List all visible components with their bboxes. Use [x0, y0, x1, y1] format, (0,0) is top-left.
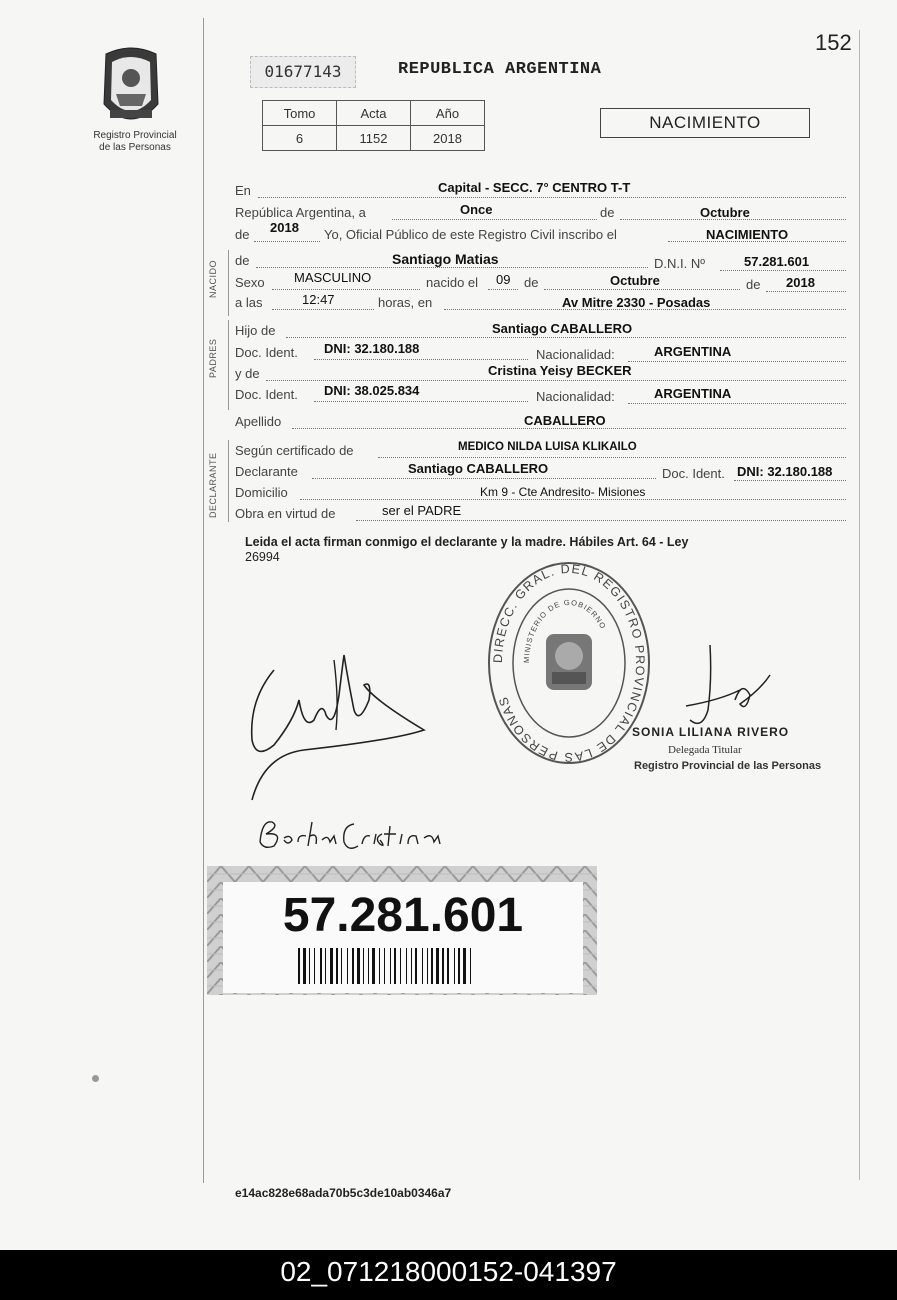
value-declarante: Santiago CABALLERO [408, 461, 549, 476]
dotted-line [292, 428, 846, 429]
value-act: NACIMIENTO [706, 227, 789, 242]
dotted-line [300, 499, 846, 500]
page-number: 152 [815, 30, 852, 55]
value-day: Once [460, 202, 493, 217]
label-doc-ident-declarante: Doc. Ident. [662, 466, 725, 481]
value-apellido: CABALLERO [524, 413, 606, 428]
table-value-row [263, 126, 485, 151]
label-declarante: Declarante [235, 464, 298, 479]
side-label-padres: PADRES [208, 338, 218, 378]
value-acta: 1152 [337, 126, 411, 151]
declarante-bracket [228, 440, 229, 522]
label-nombre: de [235, 253, 250, 268]
label-a-las: a las [235, 295, 263, 310]
value-tomo: 6 [263, 126, 337, 151]
right-margin-line [859, 30, 860, 1180]
dotted-line [766, 291, 846, 292]
value-lugar: Av Mitre 2330 - Posadas [562, 295, 711, 310]
value-dni: 57.281.601 [744, 254, 810, 269]
mother-signature [254, 812, 454, 857]
label-republica: República Argentina, a [235, 205, 366, 220]
declarant-signature [244, 640, 434, 810]
label-sexo: Sexo [235, 275, 265, 290]
dotted-line [256, 267, 648, 268]
dotted-line [314, 359, 528, 360]
value-padre: Santiago CABALLERO [492, 321, 633, 336]
legal-text-line1: Leida el acta firman conmigo el declarante y la madre. Hábiles Art. 64 - Ley [245, 535, 689, 549]
footer-code: 02_071218000152-041397 [280, 1256, 617, 1287]
dotted-line [286, 337, 846, 338]
value-certificado: MEDICO NILDA LUISA KLIKAILO [458, 441, 637, 453]
label-obra: Obra en virtud de [235, 506, 336, 521]
label-doc-ident-padre: Doc. Ident. [235, 345, 298, 360]
dotted-line [544, 289, 740, 290]
serial-number: 01677143 [250, 56, 356, 88]
document-hash: e14ac828e68ada70b5c3de10ab0346a7 [235, 1186, 452, 1200]
dotted-line [314, 401, 528, 402]
label-birth-de: de [524, 275, 539, 290]
officer-name: SONIA LILIANA RIVERO [632, 725, 790, 739]
padres-bracket [228, 320, 229, 410]
oficial-text: Yo, Oficial Público de este Registro Civil inscribo el [324, 227, 617, 242]
label-dni: D.N.I. Nº [654, 256, 705, 271]
label-doc-ident-madre: Doc. Ident. [235, 387, 298, 402]
value-birth-year: 2018 [786, 275, 815, 290]
label-nacido-el: nacido el [426, 275, 479, 290]
dotted-line [628, 361, 846, 362]
header-acta: Acta [337, 101, 411, 126]
value-doc-declarante: DNI: 32.180.188 [737, 464, 833, 479]
header-anio: Año [411, 101, 485, 126]
dotted-line [312, 478, 656, 479]
label-horas-en: horas, en [378, 295, 433, 310]
label-apellido: Apellido [235, 414, 282, 429]
document-title: REPUBLICA ARGENTINA [398, 60, 602, 79]
label-de: de [600, 205, 615, 220]
dotted-line [356, 520, 846, 521]
value-year: 2018 [270, 220, 299, 235]
value-birth-day: 09 [496, 272, 511, 287]
label-en: En [235, 183, 251, 198]
value-doc-madre: DNI: 38.025.834 [324, 383, 420, 398]
value-domicilio: Km 9 - Cte Andresito- Misiones [480, 485, 646, 499]
value-birth-month: Octubre [610, 273, 660, 288]
registry-volume-table [262, 100, 485, 151]
label-de-year: de [235, 227, 250, 242]
barcode [298, 948, 508, 984]
footer-code-bar [0, 1250, 897, 1300]
left-margin-line [203, 18, 204, 1183]
value-hora: 12:47 [302, 292, 335, 307]
label-y-de: y de [235, 366, 260, 381]
side-label-nacido: NACIDO [208, 259, 218, 298]
seal-inner-text: MINISTERIO DE GOBIERNO [521, 597, 609, 664]
officer-title: Delegada Titular [668, 744, 742, 756]
value-en: Capital - SECC. 7° CENTRO T-T [438, 180, 631, 195]
registry-caption [80, 130, 190, 154]
value-nacionalidad-padre: ARGENTINA [654, 344, 732, 359]
value-sexo: MASCULINO [294, 270, 372, 285]
nacido-bracket [228, 250, 229, 316]
value-nombre: Santiago Matias [392, 251, 499, 267]
side-label-declarante: DECLARANTE [208, 452, 218, 518]
label-domicilio: Domicilio [235, 485, 288, 500]
header-tomo: Tomo [263, 101, 337, 126]
dotted-line [254, 241, 320, 242]
dotted-line [272, 289, 420, 290]
value-anio: 2018 [411, 126, 485, 151]
dotted-line [392, 219, 597, 220]
dni-sticker-number: 57.281.601 [282, 889, 524, 942]
dotted-line [378, 457, 846, 458]
margin-dot [92, 1075, 99, 1082]
value-madre: Cristina Yeisy BECKER [488, 363, 632, 378]
label-hijo-de: Hijo de [235, 323, 276, 338]
official-seal [484, 560, 654, 766]
registry-caption-line1: Registro Provincial [93, 130, 177, 141]
dotted-line [628, 403, 846, 404]
dotted-line [720, 270, 846, 271]
value-nacionalidad-madre: ARGENTINA [654, 386, 732, 401]
officer-organization: Registro Provincial de las Personas [634, 760, 822, 772]
province-coat-of-arms-logo [96, 44, 166, 130]
dotted-line [734, 480, 846, 481]
dotted-line [266, 380, 846, 381]
value-month: Octubre [700, 205, 750, 220]
dotted-line [272, 309, 374, 310]
registry-caption-line2: de las Personas [99, 142, 171, 153]
value-doc-padre: DNI: 32.180.188 [324, 341, 420, 356]
label-birth-de2: de [746, 277, 761, 292]
label-nacionalidad-madre: Nacionalidad: [536, 389, 615, 404]
seal-outer-text: DIRECC. GRAL. DEL REGISTRO PROVINCIAL DE LAS PERSONAS [490, 561, 648, 765]
legal-text-line2: 26994 [245, 550, 280, 564]
dotted-line [258, 197, 846, 198]
label-nacionalidad-padre: Nacionalidad: [536, 347, 615, 362]
label-certificado: Según certificado de [235, 443, 354, 458]
dotted-line [488, 289, 518, 290]
act-type-box: NACIMIENTO [600, 108, 810, 138]
value-obra: ser el PADRE [382, 503, 462, 518]
table-header-row [263, 101, 485, 126]
